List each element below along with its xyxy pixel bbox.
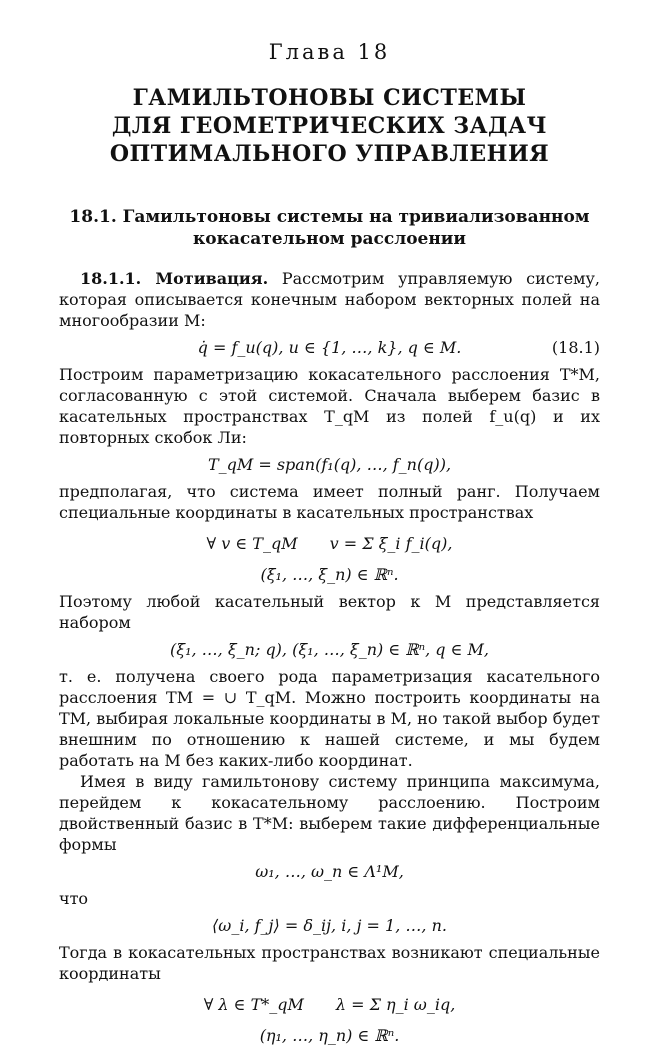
paragraph-chto: что [59, 889, 89, 908]
equation-xi-tuple: (ξ₁, …, ξ_n; q), (ξ₁, …, ξ_n) ∈ ℝⁿ, q ∈ M, [170, 640, 489, 659]
chapter-title [59, 84, 600, 168]
paragraph-motivation [59, 268, 600, 331]
paragraph-tangent-bundle [59, 666, 600, 771]
section-title [59, 206, 600, 250]
equation-xi-rn: (ξ₁, …, ξ_n) ∈ ℝⁿ. [260, 565, 399, 584]
equation-forall-lambda: ∀ λ ∈ T*_qM [203, 995, 304, 1014]
subsection-title: 18.1.1. Мотивация. [80, 269, 269, 288]
equation-18-1-body: q̇ = f_u(q), u ∈ {1, …, k}, q ∈ M. [197, 338, 462, 357]
paragraph-parametrization: Построим параметризацию кокасательного расслоения T*M, согласованную с этой системой. Сначала выберем базис в касательных пространствах T_qM из полей f_u(q) и их повторных скобок Ли: [59, 365, 600, 447]
page [59, 40, 600, 1052]
equation-forms: ω₁, …, ω_n ∈ Λ¹M, [255, 862, 404, 881]
equation-eta-rn: (η₁, …, η_n) ∈ ℝⁿ. [259, 1026, 400, 1045]
paragraph-cotangent-coords: Тогда в кокасательных пространствах возникают специальные координаты [59, 943, 600, 983]
paragraph-tangent-bundle-end: T_qM. Можно построить координаты на TM, выбирая локальные координаты в M, но такой выбор будет внешним по отношению к нашей системе, и мы будем работать на M без каких-либо координат. [59, 688, 600, 770]
subsection-intro: Рассмотрим управляемую систему, которая описывается конечным набором векторных полей на многообразии M: [59, 269, 600, 330]
equation-cotangent-coords [59, 994, 600, 1015]
equation-lambda-sum: λ = Σ η_i ω_iq, [335, 995, 456, 1014]
section-title-line: 18.1. Гамильтоновы системы на тривиализованном [69, 207, 590, 227]
paragraph-max-principle: Имея в виду гамильтонову систему принципа максимума, перейдем к кокасательному расслоению. Построим двойственный базис в T*M: выберем такие дифференциальные формы [59, 772, 600, 854]
chapter-title-line: ОПТИМАЛЬНОГО УПРАВЛЕНИЯ [109, 141, 550, 167]
equation-span: T_qM = span(f₁(q), …, f_n(q)), [207, 455, 452, 474]
section-title-line: кокасательном расслоении [192, 229, 467, 249]
equation-number: (18.1) [551, 338, 600, 357]
union-symbol: ∪ [223, 688, 238, 707]
paragraph-tangent-vector: Поэтому любой касательный вектор к M представляется набором [59, 592, 600, 632]
equation-v-sum: v = Σ ξ_i f_i(q), [329, 534, 453, 553]
equation-forall-v: ∀ v ∈ T_qM [206, 534, 298, 553]
paragraph-full-rank: предполагая, что система имеет полный ранг. Получаем специальные координаты в касательных пространствах [59, 482, 600, 522]
chapter-label: Глава 18 [268, 40, 391, 64]
equation-tangent-coords [59, 533, 600, 554]
equation-duality: ⟨ω_i, f_j⟩ = δ_ij, i, j = 1, …, n. [212, 916, 447, 935]
paragraph-tangent-bundle-start: т. е. получена своего рода параметризация касательного расслоения TM = [59, 667, 600, 707]
chapter-title-line: ДЛЯ ГЕОМЕТРИЧЕСКИХ ЗАДАЧ [111, 113, 548, 139]
chapter-title-line: ГАМИЛЬТОНОВЫ СИСТЕМЫ [132, 85, 527, 111]
equation-18-1 [59, 337, 600, 358]
